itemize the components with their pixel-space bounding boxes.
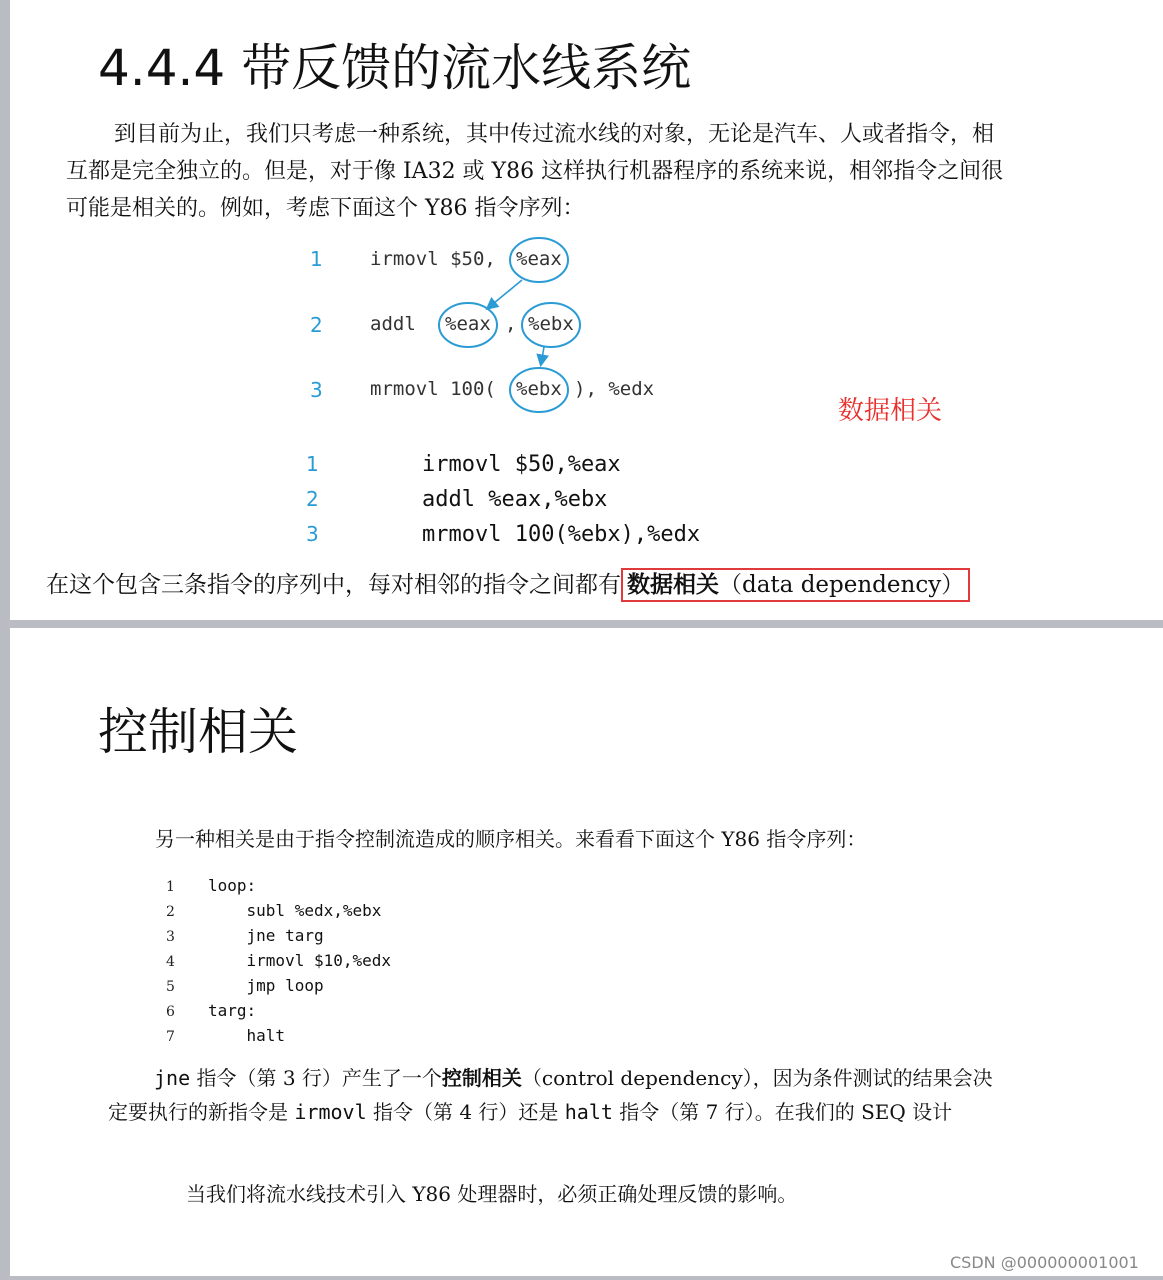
intro-line-3: 可能是相关的。例如，考虑下面这个 Y86 指令序列： xyxy=(66,196,585,221)
intro-paragraph xyxy=(66,116,1003,227)
code-line xyxy=(166,951,391,976)
intro-line-2: 互都是完全独立的。但是，对于像 IA32 或 Y86 这样执行机器程序的系统来说，相邻指令之间很 xyxy=(66,159,1004,184)
diagram-line3-op: mrmovl 100( xyxy=(370,378,496,400)
code-line-text: subl %edx,%ebx xyxy=(208,901,382,920)
code-line-number: 1 xyxy=(306,452,319,476)
code-line-number: 4 xyxy=(166,954,175,970)
code-line-number: 3 xyxy=(166,929,175,945)
code-listing xyxy=(166,876,391,1051)
code-line xyxy=(166,1001,391,1026)
dependency-diagram xyxy=(10,230,1163,420)
code-line xyxy=(166,876,391,901)
intro-paragraph: 另一种相关是由于指令控制流造成的顺序相关。来看看下面这个 Y86 指令序列： xyxy=(155,827,867,851)
explanation-text: 指令（第 3 行）产生了一个 xyxy=(190,1066,442,1090)
code-line-text: halt xyxy=(208,1026,286,1045)
diagram-line1-op: irmovl $50, xyxy=(370,248,496,270)
code-line-text: jne targ xyxy=(208,926,324,945)
code-line-number: 1 xyxy=(166,879,175,895)
section-title: 4.4.4 带反馈的流水线系统 xyxy=(98,39,692,97)
explanation-text: 指令（第 7 行）。在我们的 SEQ 设计 xyxy=(612,1100,953,1124)
explanation-text: 指令（第 4 行）还是 xyxy=(366,1100,565,1124)
intro-line-1: 到目前为止，我们只考虑一种系统，其中传过流水线的对象，无论是汽车、人或者指令，相 xyxy=(114,122,995,147)
code-jne: jne xyxy=(154,1066,191,1090)
code-line-text: targ: xyxy=(208,1001,257,1020)
explanation-line-2 xyxy=(108,1095,993,1129)
code-line xyxy=(166,901,391,926)
diagram-line-number-1: 1 xyxy=(310,247,323,271)
code-halt: halt xyxy=(564,1100,613,1124)
diagram-line-number-2: 2 xyxy=(310,313,323,337)
explanation-paragraph xyxy=(108,1061,993,1129)
code-line-text: loop: xyxy=(208,876,257,895)
diagram-line1-reg: %eax xyxy=(516,248,562,270)
code-line-number: 3 xyxy=(306,522,319,546)
code-line-text: jmp loop xyxy=(208,976,324,995)
page-panel-control-dependency xyxy=(10,628,1163,1276)
diagram-line3-reg: %ebx xyxy=(516,378,562,400)
control-dependency-term: 控制相关 xyxy=(441,1066,522,1090)
arrow-eax xyxy=(488,280,522,308)
code-irmovl: irmovl xyxy=(294,1100,367,1124)
diagram-line2-reg1: %eax xyxy=(445,313,491,335)
highlighted-term-box xyxy=(621,568,970,602)
summary-sentence xyxy=(46,566,970,604)
csdn-watermark: CSDN @000000001001 xyxy=(950,1253,1139,1272)
diagram-line3-rest: ), %edx xyxy=(574,378,655,400)
code-line-text: irmovl $50,%eax xyxy=(422,452,621,477)
code-line xyxy=(306,522,700,557)
code-line-text: mrmovl 100(%ebx),%edx xyxy=(422,522,701,547)
section-title: 控制相关 xyxy=(98,703,298,761)
closing-sentence: 当我们将流水线技术引入 Y86 处理器时，必须正确处理反馈的影响。 xyxy=(186,1182,798,1206)
code-line xyxy=(166,926,391,951)
diagram-line-number-3: 3 xyxy=(310,378,323,402)
explanation-text: 定要执行的新指令是 xyxy=(108,1100,295,1124)
code-line-number: 2 xyxy=(166,904,175,920)
diagram-line2-op: addl xyxy=(370,313,416,335)
page-panel-data-dependency xyxy=(10,0,1163,620)
summary-term: 数据相关 xyxy=(627,571,719,598)
code-line-text: irmovl $10,%edx xyxy=(208,951,392,970)
code-listing-plain xyxy=(306,452,700,557)
code-line xyxy=(166,976,391,1001)
code-line xyxy=(166,1026,391,1051)
diagram-line2-reg2: %ebx xyxy=(528,313,574,335)
summary-prefix: 在这个包含三条指令的序列中，每对相邻的指令之间都有 xyxy=(46,572,621,598)
code-line-number: 2 xyxy=(306,487,319,511)
code-line-number: 6 xyxy=(166,1004,175,1020)
arrow-ebx xyxy=(541,347,544,364)
explanation-text: （control dependency），因为条件测试的结果会决 xyxy=(521,1066,993,1090)
code-line-text: addl %eax,%ebx xyxy=(422,487,608,512)
summary-english: （data dependency） xyxy=(719,572,965,598)
diagram-line2-comma: , xyxy=(505,313,517,335)
explanation-line-1 xyxy=(108,1061,993,1095)
code-line xyxy=(306,452,700,487)
data-dependency-annotation: 数据相关 xyxy=(838,396,943,426)
code-line-number: 7 xyxy=(166,1029,175,1045)
code-line-number: 5 xyxy=(166,979,175,995)
code-line xyxy=(306,487,700,522)
